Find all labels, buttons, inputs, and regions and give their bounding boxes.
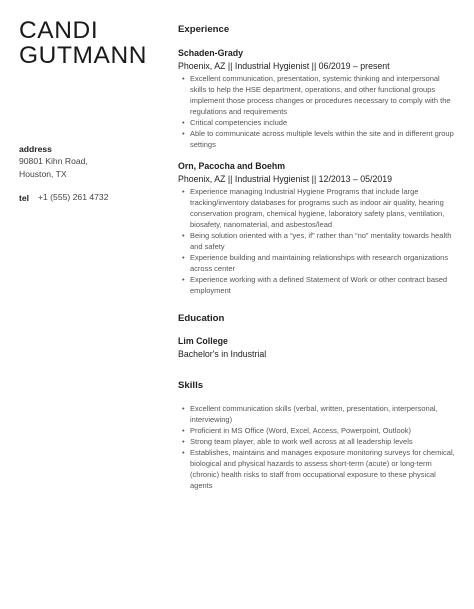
skills-heading: Skills xyxy=(178,380,204,391)
job-company: Orn, Pacocha and Boehm xyxy=(178,161,286,171)
list-item: • Being solution oriented with a “yes, if” rather than “no” mentality towards health and safety xyxy=(190,230,455,252)
address-line-2: Houston, TX xyxy=(19,169,67,179)
list-item: • Strong team player, able to work well across at all leadership levels xyxy=(190,436,455,447)
job-company: Schaden-Grady xyxy=(178,48,244,58)
list-item: • Excellent communication skills (verbal, written, presentation, interpersonal, interviewing) xyxy=(190,403,455,425)
list-item: • Able to communicate across multiple levels within the site and in different group settings xyxy=(190,128,455,150)
skills-bullets xyxy=(190,403,455,491)
list-item: • Experience building and maintaining relationships with research organizations across center xyxy=(190,252,455,274)
list-item: • Experience working with a defined Statement of Work or other contract based employment xyxy=(190,274,455,296)
list-item: • Proficient in MS Office (Word, Excel, Access, Powerpoint, Outlook) xyxy=(190,425,455,436)
list-item: • Establishes, maintains and manages exposure monitoring surveys for chemical, biological and physical hazards to assess short-term (acute) or long-term (chronic) health risks to staff from occupational exposure to these physical agents xyxy=(190,447,455,491)
candidate-name xyxy=(19,18,159,68)
education-degree: Bachelor's in Industrial xyxy=(178,349,267,359)
job-meta: Phoenix, AZ || Industrial Hygienist || 06/2019 – present xyxy=(178,61,390,71)
experience-heading: Experience xyxy=(178,24,230,35)
list-item: • Experience managing Industrial Hygiene Programs that include large tracking/inventory databases for programs such as indoor air quality, hearing conservation program, chemical hygiene, laboratory safety plans, ventilation, biosafety, nanomaterial, and asbestos/lead xyxy=(190,186,455,230)
job-bullets xyxy=(190,73,455,150)
job-meta: Phoenix, AZ || Industrial Hygienist || 12/2013 – 05/2019 xyxy=(178,174,393,184)
candidate-last-name: GUTMANN xyxy=(19,42,148,69)
candidate-first-name: CANDI xyxy=(19,17,99,44)
list-item: • Critical competencies include xyxy=(190,117,455,128)
job-bullets xyxy=(190,186,455,296)
education-heading: Education xyxy=(178,313,225,324)
address-label: address xyxy=(19,144,52,154)
tel-value: +1 (555) 261 4732 xyxy=(38,192,109,202)
education-school: Lim College xyxy=(178,336,228,346)
tel-label: tel xyxy=(19,193,30,203)
list-item: • Excellent communication, presentation, systemic thinking and interpersonal skills to help the HSE department, operations, and other functional groups implement those process changes or procedures necessary to comply with the regulations and requirements xyxy=(190,73,455,117)
address-line-1: 90801 Kihn Road, xyxy=(19,156,88,166)
